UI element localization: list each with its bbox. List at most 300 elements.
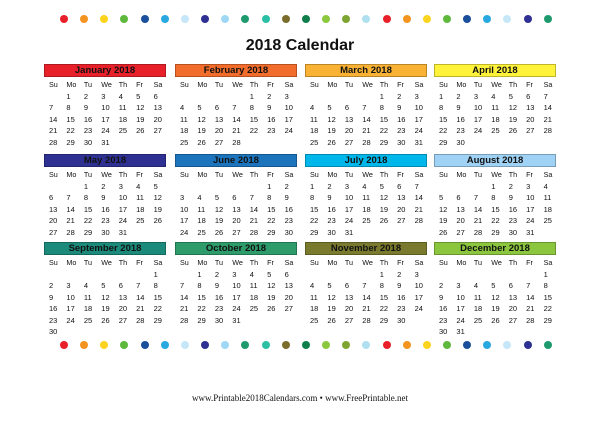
empty-day-cell [61, 269, 78, 281]
day-cell: 11 [249, 281, 258, 290]
day-cell: 12 [327, 292, 336, 302]
decorative-dot [241, 15, 249, 23]
day-cell: 15 [153, 292, 162, 302]
day-cell: 22 [83, 216, 93, 225]
day-cell: 1 [379, 269, 384, 279]
weekday-label: Fr [526, 258, 533, 267]
day-cell: 23 [101, 216, 110, 225]
day-cell: 14 [180, 292, 189, 302]
day-cell: 17 [118, 204, 128, 214]
weekday-label: Sa [414, 170, 424, 179]
decorative-dot [241, 341, 249, 349]
day-cell: 23 [83, 126, 93, 135]
weekday-label: Tu [473, 258, 482, 267]
weekday-label: We [232, 170, 243, 179]
day-cell: 29 [379, 315, 389, 325]
decorative-dot [302, 341, 310, 349]
day-cell: 7 [249, 193, 254, 202]
weekday-label: Fr [397, 170, 404, 179]
day-cell: 7 [180, 281, 185, 290]
month-block [44, 64, 166, 148]
day-cell: 18 [249, 292, 259, 302]
decorative-dot [100, 15, 108, 23]
decorative-dot [362, 15, 370, 23]
empty-day-cell [175, 269, 192, 281]
day-cell: 3 [456, 281, 461, 290]
day-cell: 11 [310, 292, 318, 302]
day-cell: 27 [397, 216, 406, 225]
month-days-grid [175, 79, 297, 148]
day-cell: 20 [118, 304, 128, 313]
empty-day-cell [357, 269, 374, 281]
day-cell: 29 [267, 227, 276, 237]
empty-day-cell [131, 269, 148, 281]
empty-day-cell [44, 91, 61, 103]
day-cell: 20 [397, 204, 406, 214]
weekday-label: Su [180, 258, 189, 267]
day-cell: 15 [543, 292, 552, 302]
empty-day-cell [451, 269, 468, 281]
day-cell: 7 [362, 281, 367, 290]
decorative-dot [60, 15, 68, 23]
day-cell: 12 [214, 204, 224, 214]
day-cell: 27 [232, 227, 241, 237]
day-cell: 1 [310, 181, 315, 191]
day-cell: 15 [310, 204, 319, 214]
day-cell: 10 [232, 281, 241, 290]
day-cell: 31 [456, 327, 465, 336]
day-cell: 9 [397, 281, 402, 290]
month-days-grid [305, 169, 427, 238]
day-cell: 29 [543, 315, 552, 325]
day-cell: 7 [49, 103, 54, 112]
weekday-label: Th [379, 258, 389, 267]
day-cell: 6 [344, 103, 350, 112]
empty-day-cell [486, 269, 503, 281]
day-cell: 26 [327, 137, 336, 147]
weekday-label: Fr [526, 170, 533, 179]
day-cell: 2 [397, 91, 402, 101]
empty-day-cell [245, 181, 262, 193]
day-cell: 11 [543, 193, 552, 202]
day-cell: 12 [136, 103, 145, 112]
day-cell: 5 [197, 103, 202, 112]
day-cell: 19 [101, 304, 110, 313]
decorative-dot [403, 341, 411, 349]
day-cell: 20 [344, 304, 354, 313]
empty-day-cell [175, 181, 192, 193]
day-cell: 23 [456, 126, 465, 135]
day-cell: 12 [491, 292, 500, 302]
day-cell: 29 [66, 137, 75, 147]
day-cell: 20 [49, 216, 58, 225]
day-cell: 7 [362, 103, 367, 112]
day-cell: 11 [83, 292, 92, 302]
day-cell: 23 [49, 315, 58, 325]
day-cell: 6 [153, 91, 158, 101]
empty-day-cell [175, 91, 192, 103]
weekday-label: Su [439, 80, 448, 89]
weekday-label: Tu [214, 258, 223, 267]
day-cell: 4 [180, 103, 185, 112]
day-cell: 2 [397, 269, 402, 279]
weekday-label: We [101, 80, 112, 89]
weekday-label: Th [379, 80, 389, 89]
day-cell: 8 [310, 193, 315, 202]
month-days-grid [434, 169, 556, 238]
day-cell: 21 [362, 304, 371, 313]
month-block [44, 242, 166, 338]
decorative-dot [362, 341, 370, 349]
day-cell: 16 [101, 204, 110, 214]
empty-day-cell [227, 91, 244, 103]
day-cell: 20 [232, 216, 241, 225]
day-cell: 26 [439, 227, 448, 237]
day-cell: 14 [49, 114, 58, 124]
day-cell: 18 [136, 204, 145, 214]
day-cell: 18 [491, 114, 500, 124]
weekday-label: Fr [267, 258, 274, 267]
day-cell: 22 [66, 126, 75, 135]
day-cell: 6 [456, 193, 461, 202]
day-cell: 2 [267, 91, 272, 101]
day-cell: 1 [543, 269, 548, 279]
weekday-label: We [491, 170, 502, 179]
day-cell: 16 [439, 304, 448, 313]
day-cell: 21 [66, 216, 75, 225]
decorative-dot [483, 341, 491, 349]
day-cell: 10 [284, 103, 293, 112]
weekday-label: Th [249, 258, 259, 267]
weekday-label: Mo [456, 258, 467, 267]
weekday-label: Th [118, 258, 128, 267]
month-days-grid [175, 169, 297, 238]
day-cell: 25 [180, 137, 189, 147]
day-cell: 31 [118, 227, 128, 237]
day-cell: 9 [83, 103, 89, 112]
weekday-label: Sa [284, 170, 294, 179]
decorative-dot [403, 15, 411, 23]
day-cell: 22 [439, 126, 448, 135]
day-cell: 17 [414, 292, 423, 302]
weekday-label: Fr [267, 170, 274, 179]
weekday-label: We [491, 80, 502, 89]
day-cell: 13 [232, 204, 241, 214]
weekday-label: Sa [284, 258, 294, 267]
month-header: April 2018 [434, 64, 556, 77]
day-cell: 31 [414, 137, 423, 147]
weekday-label: Su [439, 258, 448, 267]
weekday-label: We [232, 80, 243, 89]
day-cell: 21 [232, 126, 241, 135]
day-cell: 15 [267, 204, 276, 214]
day-cell: 14 [473, 204, 483, 214]
month-block [434, 154, 556, 238]
day-cell: 4 [118, 91, 123, 101]
day-cell: 27 [508, 315, 518, 325]
weekday-label: Sa [543, 80, 553, 89]
empty-day-cell [44, 269, 61, 281]
day-cell: 16 [267, 114, 276, 124]
day-cell: 19 [439, 216, 448, 225]
day-cell: 14 [232, 114, 241, 124]
day-cell: 27 [344, 315, 354, 325]
empty-day-cell [521, 269, 538, 281]
day-cell: 5 [101, 281, 106, 290]
decorative-dot [383, 341, 391, 349]
day-cell: 13 [284, 281, 293, 290]
month-header: June 2018 [175, 154, 297, 167]
month-block [305, 154, 427, 238]
weekday-label: Mo [197, 170, 208, 179]
weekday-label: Su [180, 170, 189, 179]
day-cell: 24 [414, 304, 423, 313]
weekday-label: Th [118, 80, 128, 89]
day-cell: 11 [118, 103, 127, 112]
day-cell: 7 [66, 193, 71, 202]
day-cell: 19 [379, 204, 389, 214]
day-cell: 27 [284, 304, 293, 313]
weekday-label: Fr [397, 80, 404, 89]
day-cell: 9 [508, 193, 513, 202]
day-cell: 13 [118, 292, 128, 302]
day-cell: 10 [118, 193, 128, 202]
weekday-label: Mo [197, 258, 208, 267]
empty-day-cell [44, 181, 61, 193]
day-cell: 25 [310, 315, 319, 325]
day-cell: 22 [249, 126, 259, 135]
day-cell: 1 [379, 91, 384, 101]
day-cell: 27 [344, 137, 354, 147]
decorative-dot [161, 341, 169, 349]
day-cell: 22 [267, 216, 276, 225]
day-cell: 6 [232, 193, 237, 202]
weekday-label: Mo [327, 258, 338, 267]
day-cell: 7 [473, 193, 479, 202]
decorative-dot [544, 15, 552, 23]
day-cell: 24 [101, 126, 110, 135]
day-cell: 23 [267, 126, 276, 135]
day-cell: 8 [267, 193, 272, 202]
day-cell: 30 [214, 315, 224, 325]
top-dot-border [60, 15, 552, 23]
day-cell: 7 [526, 281, 531, 290]
day-cell: 25 [543, 216, 552, 225]
month-header: November 2018 [305, 242, 427, 255]
decorative-dot [221, 341, 229, 349]
empty-day-cell [434, 269, 451, 281]
day-cell: 27 [49, 227, 58, 237]
day-cell: 1 [267, 181, 272, 191]
decorative-dot [483, 15, 491, 23]
day-cell: 13 [153, 103, 162, 112]
weekday-label: Th [249, 80, 259, 89]
month-header: October 2018 [175, 242, 297, 255]
day-cell: 27 [456, 227, 465, 237]
decorative-dot [120, 15, 128, 23]
day-cell: 10 [473, 103, 483, 112]
day-cell: 3 [344, 181, 350, 191]
day-cell: 25 [491, 126, 500, 135]
day-cell: 3 [526, 181, 531, 191]
day-cell: 28 [473, 227, 483, 237]
day-cell: 13 [49, 204, 58, 214]
day-cell: 24 [180, 227, 189, 237]
weekday-label: Fr [526, 80, 533, 89]
day-cell: 2 [83, 91, 89, 101]
decorative-dot [524, 341, 532, 349]
day-cell: 13 [344, 292, 354, 302]
day-cell: 17 [526, 204, 535, 214]
day-cell: 16 [508, 204, 518, 214]
decorative-dot [80, 341, 88, 349]
day-cell: 12 [153, 193, 162, 202]
day-cell: 11 [180, 114, 188, 124]
weekday-label: Su [49, 258, 58, 267]
day-cell: 23 [214, 304, 224, 313]
decorative-dot [201, 341, 209, 349]
decorative-dot [322, 341, 330, 349]
day-cell: 29 [197, 315, 206, 325]
day-cell: 5 [327, 281, 332, 290]
day-cell: 10 [526, 193, 535, 202]
empty-day-cell [96, 269, 113, 281]
empty-day-cell [210, 181, 227, 193]
day-cell: 5 [327, 103, 332, 112]
day-cell: 9 [101, 193, 106, 202]
day-cell: 28 [180, 315, 189, 325]
decorative-dot [221, 15, 229, 23]
day-cell: 25 [362, 216, 371, 225]
day-cell: 20 [153, 114, 162, 124]
month-days-grid [175, 257, 297, 326]
day-cell: 30 [101, 227, 110, 237]
day-cell: 22 [153, 304, 162, 313]
decorative-dot [544, 341, 552, 349]
day-cell: 30 [397, 315, 406, 325]
day-cell: 9 [267, 103, 272, 112]
empty-day-cell [469, 181, 486, 193]
day-cell: 16 [214, 292, 224, 302]
day-cell: 14 [362, 114, 371, 124]
day-cell: 23 [397, 304, 406, 313]
decorative-dot [201, 15, 209, 23]
day-cell: 17 [180, 216, 189, 225]
day-cell: 8 [491, 193, 496, 202]
day-cell: 22 [310, 216, 319, 225]
empty-day-cell [210, 91, 227, 103]
day-cell: 19 [327, 304, 336, 313]
day-cell: 3 [414, 91, 419, 101]
decorative-dot [60, 341, 68, 349]
decorative-dot [463, 15, 471, 23]
day-cell: 27 [526, 126, 535, 135]
day-cell: 26 [379, 216, 389, 225]
day-cell: 5 [379, 181, 384, 191]
weekday-label: We [101, 258, 112, 267]
decorative-dot [141, 341, 149, 349]
day-cell: 30 [508, 227, 518, 237]
month-block [175, 64, 297, 148]
day-cell: 31 [101, 137, 110, 147]
day-cell: 5 [508, 91, 513, 101]
day-cell: 18 [83, 304, 93, 313]
month-header: May 2018 [44, 154, 166, 167]
weekday-label: Sa [414, 258, 424, 267]
day-cell: 7 [543, 91, 548, 101]
day-cell: 1 [249, 91, 254, 101]
day-cell: 3 [180, 193, 185, 202]
decorative-dot [423, 15, 431, 23]
day-cell: 11 [136, 193, 144, 202]
weekday-label: We [362, 258, 373, 267]
day-cell: 21 [180, 304, 189, 313]
day-cell: 11 [473, 292, 482, 302]
day-cell: 17 [414, 114, 423, 124]
day-cell: 2 [284, 181, 289, 191]
day-cell: 4 [543, 181, 548, 191]
day-cell: 24 [232, 304, 241, 313]
day-cell: 14 [136, 292, 145, 302]
weekday-label: We [101, 170, 112, 179]
day-cell: 28 [232, 137, 241, 147]
day-cell: 6 [284, 269, 289, 279]
day-cell: 13 [456, 204, 465, 214]
day-cell: 24 [473, 126, 483, 135]
month-header: December 2018 [434, 242, 556, 255]
day-cell: 19 [327, 126, 336, 135]
day-cell: 17 [66, 304, 75, 313]
day-cell: 30 [49, 327, 58, 336]
weekday-label: Tu [83, 80, 92, 89]
day-cell: 26 [327, 315, 336, 325]
day-cell: 16 [49, 304, 58, 313]
day-cell: 5 [267, 269, 272, 279]
day-cell: 30 [439, 327, 448, 336]
day-cell: 21 [362, 126, 371, 135]
day-cell: 20 [526, 114, 535, 124]
day-cell: 7 [232, 103, 237, 112]
day-cell: 12 [379, 193, 389, 202]
day-cell: 23 [439, 315, 448, 325]
day-cell: 22 [543, 304, 552, 313]
empty-day-cell [192, 91, 209, 103]
day-cell: 16 [397, 292, 406, 302]
weekday-label: We [362, 170, 373, 179]
day-cell: 4 [491, 91, 496, 101]
day-cell: 24 [344, 216, 354, 225]
day-cell: 8 [197, 281, 202, 290]
day-cell: 15 [491, 204, 500, 214]
day-cell: 25 [136, 216, 145, 225]
day-cell: 1 [439, 91, 444, 101]
day-cell: 17 [232, 292, 241, 302]
weekday-label: Fr [267, 80, 274, 89]
day-cell: 4 [136, 181, 141, 191]
day-cell: 16 [83, 114, 93, 124]
day-cell: 8 [83, 193, 89, 202]
day-cell: 3 [232, 269, 237, 279]
day-cell: 10 [180, 204, 189, 214]
day-cell: 29 [153, 315, 162, 325]
weekday-label: Th [508, 258, 518, 267]
weekday-label: Su [49, 80, 58, 89]
day-cell: 12 [101, 292, 110, 302]
day-cell: 2 [439, 281, 444, 290]
weekday-label: Tu [344, 258, 353, 267]
weekday-label: Sa [543, 258, 553, 267]
weekday-label: Fr [397, 258, 404, 267]
